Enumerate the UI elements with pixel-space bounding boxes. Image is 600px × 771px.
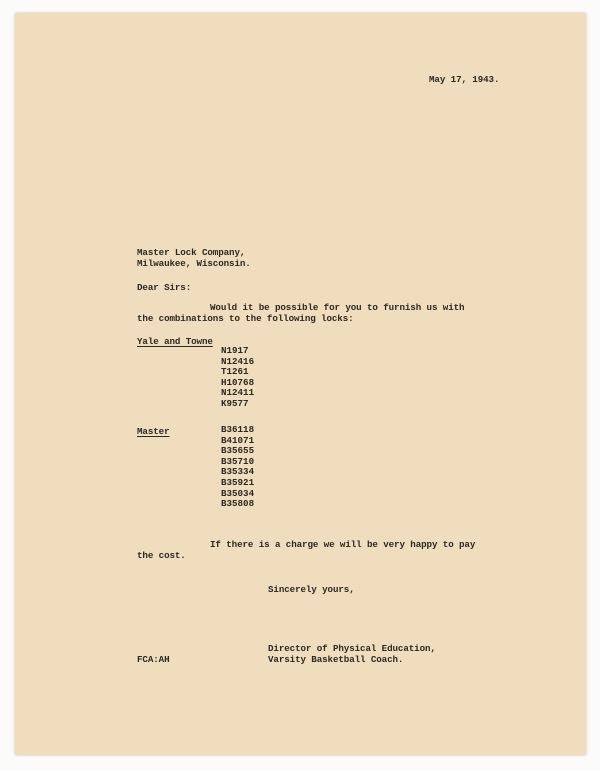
yale-towne-heading: Yale and Towne — [137, 336, 213, 347]
salutation: Dear Sirs: — [137, 282, 192, 293]
body-line-1: Would it be possible for you to furnish us with — [210, 302, 465, 313]
lock-code: B35921 — [221, 476, 255, 488]
signature-title-1: Director of Physical Education, — [268, 643, 436, 654]
signature-title-2: Varsity Basketball Coach. — [268, 654, 404, 665]
body-line-2: the combinations to the following locks: — [137, 313, 354, 324]
master-code-list — [221, 425, 254, 510]
lock-code: N12416 — [221, 355, 255, 367]
recipient-name: Master Lock Company, — [137, 247, 246, 258]
lock-code: T1261 — [221, 366, 249, 378]
lock-code: B36118 — [221, 424, 255, 435]
lock-code: B35334 — [221, 466, 255, 478]
lock-code: B35655 — [221, 445, 255, 457]
lock-code: B41071 — [221, 434, 255, 446]
yale-towne-code-list — [221, 346, 254, 410]
lock-code: N12411 — [221, 387, 255, 399]
letter-date: May 17, 1943. — [429, 74, 500, 85]
lock-code: B35808 — [221, 498, 255, 510]
master-heading: Master — [137, 426, 170, 437]
lock-code: K9577 — [221, 397, 249, 409]
complimentary-close: Sincerely yours, — [268, 584, 355, 595]
lock-code: B35710 — [221, 455, 255, 467]
lock-code: B35034 — [221, 487, 255, 499]
closing-line-1: If there is a charge we will be very happy to pay — [210, 539, 476, 550]
lock-code: H10768 — [221, 376, 255, 388]
recipient-city: Milwaukee, Wisconsin. — [137, 258, 251, 269]
lock-code: N1917 — [221, 345, 249, 356]
typist-initials: FCA:AH — [137, 654, 170, 665]
closing-line-2: the cost. — [137, 550, 186, 561]
